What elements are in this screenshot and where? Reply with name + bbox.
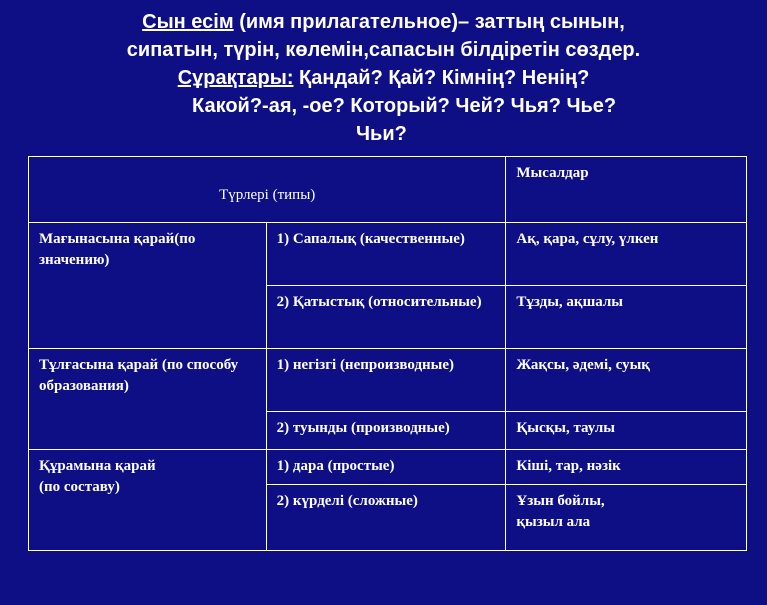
examples-cell: Кіші, тар, нәзік: [506, 450, 747, 485]
slide-heading: [0, 8, 767, 148]
table-row: [29, 223, 747, 286]
heading-line-2: сипатын, түрін, көлемін,сапасын білдіретін сөздер.: [126, 39, 641, 61]
group-label-meaning: Мағынасына қарай(по значению): [29, 223, 267, 349]
questions-kazakh: Қандай? Қай? Кімнің? Ненің?: [293, 67, 590, 89]
group-label-line: Құрамына қарай: [39, 458, 156, 474]
table-header-row: [29, 157, 747, 223]
type-cell: 2) күрделі (сложные): [266, 485, 506, 551]
examples-cell: Жақсы, әдемі, суық: [506, 349, 747, 412]
header-types-cell: Түрлері (типы): [29, 157, 506, 223]
heading-line-1: [0, 8, 767, 36]
heading-line-4: Какой?-ая, -ое? Который? Чей? Чья? Чье?: [192, 95, 617, 117]
table-row: [29, 349, 747, 412]
term-underlined: Сын есім: [142, 11, 234, 33]
examples-cell: Тұзды, ақшалы: [506, 286, 747, 349]
type-cell: 2) туынды (производные): [266, 412, 506, 450]
examples-cell: [506, 485, 747, 551]
examples-line: Ұзын бойлы,: [516, 493, 605, 509]
group-label-line: (по составу): [39, 479, 120, 495]
questions-label: Сұрақтары:: [177, 67, 294, 89]
examples-cell: Қысқы, таулы: [506, 412, 747, 450]
group-label-composition: [29, 450, 267, 551]
type-cell: 1) дара (простые): [266, 450, 506, 485]
examples-line: қызыл ала: [516, 514, 591, 530]
type-cell: 1) Сапалық (качественные): [266, 223, 506, 286]
heading-line-3: [0, 64, 767, 92]
type-cell: 2) Қатыстық (относительные): [266, 286, 506, 349]
type-cell: 1) негізгі (непроизводные): [266, 349, 506, 412]
header-examples-cell: Мысалдар: [506, 157, 747, 223]
term-definition: (имя прилагательное)– заттың сынын,: [233, 11, 625, 33]
examples-cell: Ақ, қара, сұлу, үлкен: [506, 223, 747, 286]
adjective-types-table: [28, 156, 747, 551]
table-row: [29, 450, 747, 485]
group-label-formation: Тұлғасына қарай (по способу образования): [29, 349, 267, 450]
heading-line-5: Чьи?: [356, 123, 407, 145]
